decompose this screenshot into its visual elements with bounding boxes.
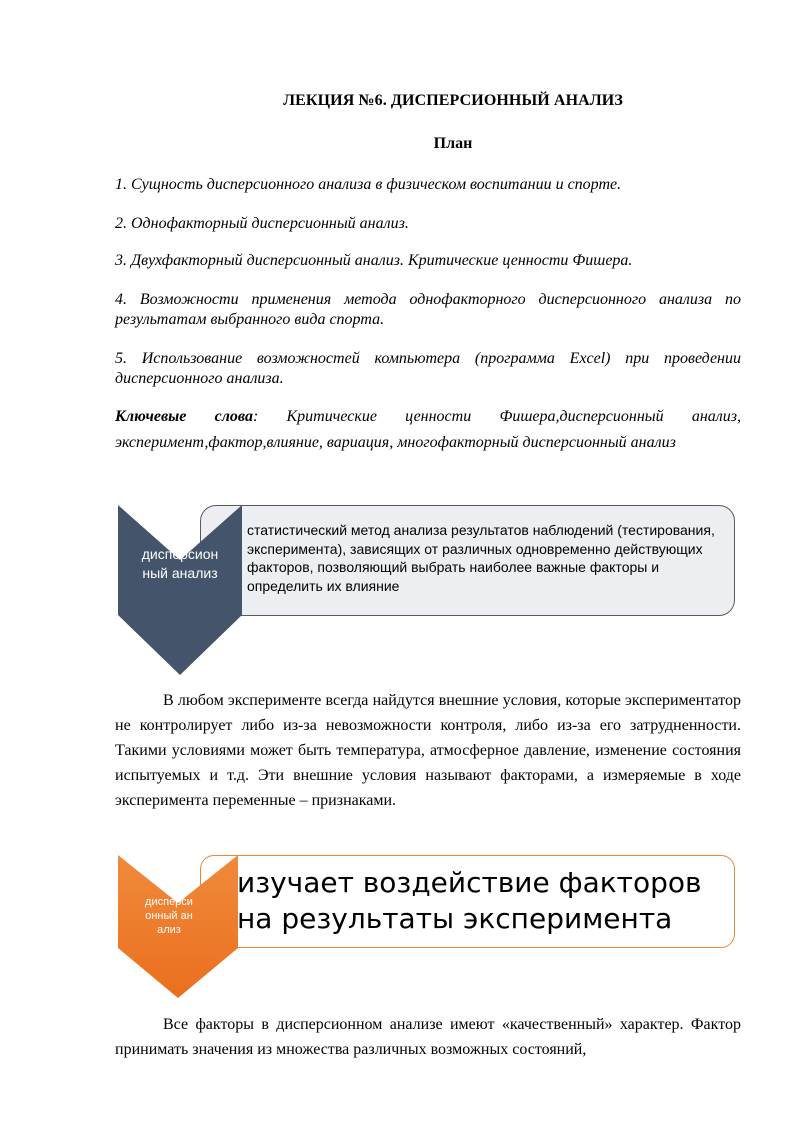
document-title: ЛЕКЦИЯ №6. ДИСПЕРСИОННЫЙ АНАЛИЗ [283, 92, 623, 109]
plan-item-2: 2. Однофакторный дисперсионный анализ. [115, 215, 409, 232]
keywords-label: Ключевые слова [115, 408, 253, 425]
paragraph-2-text: Все факторы в дисперсионном анализе имеют «качественный» характер. Фактор принимать значения из множества различных возможных состояний, [115, 1016, 741, 1058]
definition-chevron [118, 505, 242, 675]
plan-heading: План [433, 135, 473, 152]
purpose-label: дисперсионный анализ [145, 896, 193, 936]
definition-text: статистический метод анализа результатов наблюдений (тестирования, эксперимента), зависящих от различных одновременно действующих факторов, позволяющий выбрать наиболее важные факторы и определить их влияние [247, 522, 715, 594]
purpose-text: изучает воздействие факторов на результаты эксперимента [237, 866, 702, 935]
keywords-paragraph [115, 404, 741, 456]
definition-label: дисперсионный анализ [141, 546, 219, 581]
paragraph-factors [115, 1012, 741, 1062]
plan-item-4: 4. Возможности применения метода однофакторного дисперсионного анализа по результатам выбранного вида спорта. [115, 291, 741, 328]
plan-item-5: 5. Использование возможностей компьютера (программа Excel) при проведении дисперсионного анализа. [115, 350, 741, 387]
definition-chevron-shape [118, 505, 242, 675]
keywords-text: : Критические ценности Фишера,дисперсионный анализ, эксперимент,фактор,влияние, вариация, многофакторный дисперсионный анализ [115, 408, 742, 451]
plan-item-1: 1. Сущность дисперсионного анализа в физическом воспитании и спорте. [115, 176, 622, 193]
paragraph-external-conditions [115, 688, 741, 813]
paragraph-1-text: В любом эксперименте всегда найдутся внешние условия, которые экспериментатор не контролирует либо из-за невозможности контроля, либо из-за его затрудненности. Такими условиями может быть температура, атмосферное давление, изменение состояния испытуемых и т.д. Эти внешние условия называют факторами, а измеряемые в ходе эксперимента переменные – признаками. [115, 692, 741, 809]
plan-item-3: 3. Двухфакторный дисперсионный анализ. Критические ценности Фишера. [115, 252, 633, 269]
